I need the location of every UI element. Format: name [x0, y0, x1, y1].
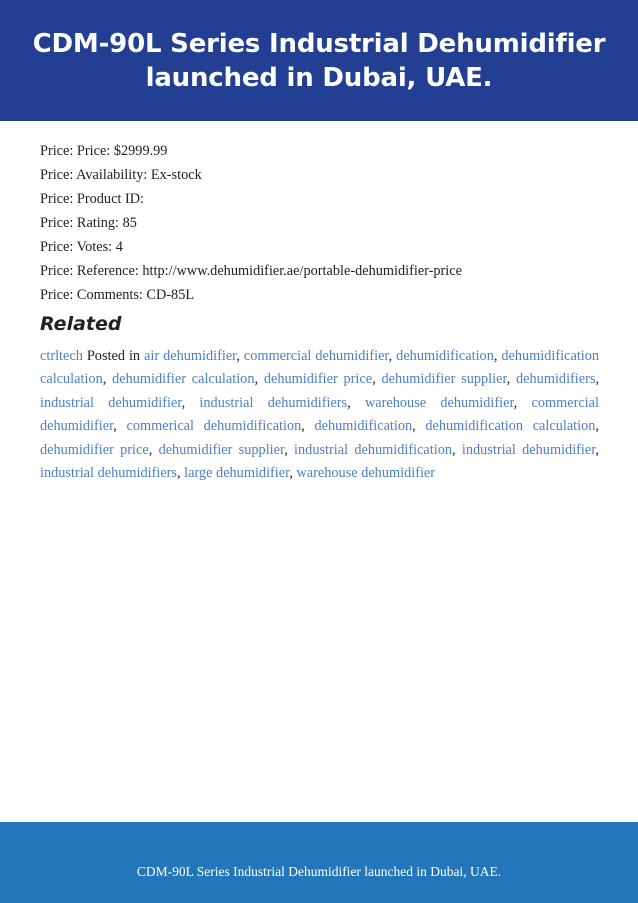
category-link[interactable]: industrial dehumidifier: [40, 394, 182, 411]
meta-rating: Price: Rating: 85: [40, 215, 137, 231]
link-separator: ,: [113, 418, 117, 435]
category-link[interactable]: dehumidification calculation: [40, 348, 600, 388]
author-link[interactable]: ctrltech: [40, 348, 83, 364]
link-separator: ,: [236, 348, 240, 364]
product-meta: [40, 139, 610, 307]
link-separator: ,: [452, 441, 456, 458]
tag-link[interactable]: industrial dehumidification: [294, 441, 453, 458]
meta-comments: Price: Comments: CD-85L: [40, 287, 195, 303]
category-link[interactable]: warehouse dehumidifier: [364, 394, 514, 411]
meta-price: Price: Price: $2999.99: [40, 143, 168, 159]
category-link[interactable]: commercial dehumidifier: [243, 348, 389, 364]
page-footer: [0, 822, 638, 903]
tag-link[interactable]: dehumidification: [314, 418, 413, 435]
link-separator: ,: [301, 418, 305, 435]
link-separator: ,: [595, 441, 600, 458]
meta-votes: Price: Votes: 4: [40, 239, 123, 255]
tag-link[interactable]: commerical dehumidification: [126, 418, 302, 435]
tag-link[interactable]: warehouse dehumidifier: [296, 465, 436, 482]
tag-link[interactable]: commercial dehumidifier: [40, 394, 599, 435]
link-separator: ,: [177, 465, 181, 482]
footer-text: CDM-90L Series Industrial Dehumidifier launched in Dubai, UAE.: [136, 864, 502, 879]
link-separator: ,: [181, 394, 186, 411]
link-separator: ,: [595, 371, 600, 388]
category-link[interactable]: dehumidifier calculation: [112, 371, 255, 388]
meta-product-id: Price: Product ID:: [40, 191, 145, 207]
tag-link[interactable]: large dehumidifier: [184, 465, 290, 482]
posted-label: Posted: [86, 348, 125, 364]
tag-link[interactable]: industrial dehumidifiers: [40, 465, 177, 482]
in-label: in: [128, 348, 141, 364]
category-link[interactable]: industrial dehumidifiers: [199, 394, 348, 411]
link-separator: ,: [284, 441, 288, 458]
category-link[interactable]: dehumidifiers: [516, 371, 596, 388]
link-separator: ,: [595, 418, 599, 435]
related-body: [40, 345, 599, 485]
page-header: [0, 0, 638, 121]
link-separator: ,: [506, 371, 511, 388]
link-separator: ,: [254, 371, 259, 388]
link-separator: ,: [102, 371, 107, 388]
category-tag-separator: ,: [513, 394, 518, 411]
tag-link[interactable]: industrial dehumidifier: [461, 441, 596, 458]
category-link[interactable]: dehumidifier supplier: [381, 371, 507, 388]
category-link[interactable]: dehumidifier price: [263, 371, 373, 388]
meta-availability: Price: Availability: Ex-stock: [40, 167, 202, 183]
tag-link[interactable]: dehumidifier supplier: [158, 441, 285, 458]
related-heading: Related: [40, 313, 122, 335]
link-separator: ,: [493, 348, 498, 364]
category-link[interactable]: air dehumidifier: [144, 348, 237, 364]
page-title: CDM-90L Series Industrial Dehumidifier launched in Dubai, UAE.: [32, 28, 606, 93]
category-link[interactable]: dehumidification: [396, 348, 494, 364]
link-separator: ,: [372, 371, 376, 388]
link-separator: ,: [347, 394, 351, 411]
tag-link[interactable]: dehumidifier price: [40, 441, 149, 458]
tag-link[interactable]: dehumidification calculation: [425, 418, 596, 435]
link-separator: ,: [412, 418, 416, 435]
meta-reference: Price: Reference: http://www.dehumidifier.ae/portable-dehumidifier-price: [40, 263, 462, 279]
link-separator: ,: [388, 348, 393, 364]
link-separator: ,: [289, 465, 293, 482]
link-separator: ,: [148, 441, 153, 458]
